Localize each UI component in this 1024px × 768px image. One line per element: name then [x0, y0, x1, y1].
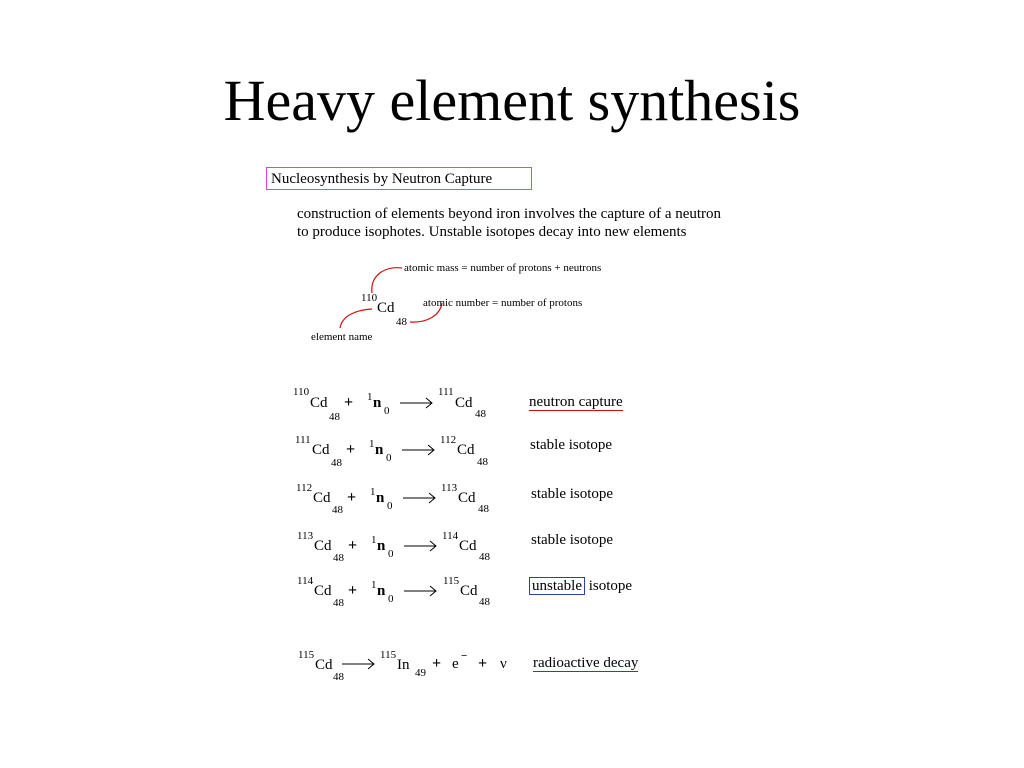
reactant-atomic-number: 48: [331, 457, 342, 469]
decay-reactant-atomic-number: 48: [333, 671, 344, 683]
reaction-label: stable isotope: [530, 437, 613, 453]
product-atomic-number: 48: [479, 551, 490, 563]
reaction-arrow: [404, 541, 436, 551]
diagram-mass-number: 110: [361, 292, 378, 304]
neutron-mass-number: 1: [371, 534, 377, 546]
neutron-symbol: n: [375, 442, 384, 458]
reaction-label: stable isotope: [531, 532, 614, 548]
product-mass-number: 113: [441, 482, 458, 494]
reactant-symbol: Cd: [312, 442, 330, 458]
plus-sign: +: [346, 441, 356, 458]
decay-arrow: [342, 659, 374, 669]
decay-label: radioactive decay: [533, 655, 639, 671]
product-mass-number: 115: [443, 575, 460, 587]
neutron-charge-number: 0: [387, 500, 393, 512]
neutron-mass-number: 1: [371, 579, 377, 591]
element-name-annotation: element name: [311, 331, 373, 343]
product-atomic-number: 48: [477, 456, 488, 468]
reactant-atomic-number: 48: [329, 411, 340, 423]
atomic-mass-annotation: atomic mass = number of protons + neutrons: [404, 262, 602, 274]
neutron-symbol: n: [377, 583, 386, 599]
neutron-symbol: n: [373, 395, 382, 411]
decay-product-mass-number: 115: [380, 649, 397, 661]
product-mass-number: 111: [438, 386, 454, 398]
reaction-label: [529, 577, 632, 595]
neutron-charge-number: 0: [384, 405, 390, 417]
atomic-mass-curve: [372, 268, 402, 293]
reactant-atomic-number: 48: [333, 552, 344, 564]
neutron-mass-number: 1: [369, 438, 375, 450]
plus-sign: +: [347, 489, 357, 506]
intro-line-1: construction of elements beyond iron involves the capture of a neutron: [297, 206, 722, 222]
plus-sign: +: [348, 537, 358, 554]
unstable-highlight-box: unstable: [529, 577, 585, 595]
plus-sign: +: [348, 582, 358, 599]
neutrino-symbol: ν: [500, 656, 507, 672]
reactant-atomic-number: 48: [333, 597, 344, 609]
product-atomic-number: 48: [478, 503, 489, 515]
reactant-symbol: Cd: [314, 583, 332, 599]
reactant-atomic-number: 48: [332, 504, 343, 516]
reaction-arrow: [404, 586, 436, 596]
product-atomic-number: 48: [475, 408, 486, 420]
diagram-atomic-number: 48: [396, 316, 407, 328]
product-atomic-number: 48: [479, 596, 490, 608]
decay-reactant-mass-number: 115: [298, 649, 315, 661]
slide-title: Heavy element synthesis: [223, 68, 801, 133]
product-symbol: Cd: [455, 395, 473, 411]
neutron-charge-number: 0: [388, 548, 394, 560]
reaction-arrow: [402, 445, 434, 455]
diagram-symbol: Cd: [377, 300, 395, 316]
reactant-mass-number: 113: [297, 530, 314, 542]
electron-symbol: e: [452, 656, 459, 672]
plus-sign: +: [478, 655, 488, 672]
reaction-label: stable isotope: [531, 486, 614, 502]
product-mass-number: 112: [440, 434, 457, 446]
reactant-mass-number: 110: [293, 386, 310, 398]
product-mass-number: 114: [442, 530, 459, 542]
product-symbol: Cd: [459, 538, 477, 554]
neutron-charge-number: 0: [386, 452, 392, 464]
neutron-symbol: n: [377, 538, 386, 554]
product-symbol: Cd: [460, 583, 478, 599]
section-heading-box: Nucleosynthesis by Neutron Capture: [266, 167, 532, 190]
plus-sign: +: [344, 394, 354, 411]
decay-product-symbol: In: [397, 657, 410, 673]
reactant-symbol: Cd: [314, 538, 332, 554]
neutron-mass-number: 1: [370, 486, 376, 498]
atomic-number-annotation: atomic number = number of protons: [423, 297, 583, 309]
electron-charge: −: [461, 650, 468, 662]
product-symbol: Cd: [457, 442, 475, 458]
reaction-label-suffix: isotope: [588, 578, 633, 594]
neutron-charge-number: 0: [388, 593, 394, 605]
reactant-mass-number: 114: [297, 575, 314, 587]
reactant-mass-number: 112: [296, 482, 313, 494]
neutron-mass-number: 1: [367, 391, 373, 403]
reaction-arrow: [400, 398, 432, 408]
product-symbol: Cd: [458, 490, 476, 506]
reactant-symbol: Cd: [313, 490, 331, 506]
neutron-symbol: n: [376, 490, 385, 506]
decay-product-atomic-number: 49: [415, 667, 426, 679]
reactant-mass-number: 111: [295, 434, 311, 446]
element-name-curve: [340, 309, 372, 328]
decay-reactant-symbol: Cd: [315, 657, 333, 673]
intro-line-2: to produce isophotes. Unstable isotopes decay into new elements: [297, 224, 687, 240]
reaction-label: neutron capture: [529, 394, 623, 410]
reactant-symbol: Cd: [310, 395, 328, 411]
reaction-arrow: [403, 493, 435, 503]
plus-sign: +: [432, 655, 442, 672]
